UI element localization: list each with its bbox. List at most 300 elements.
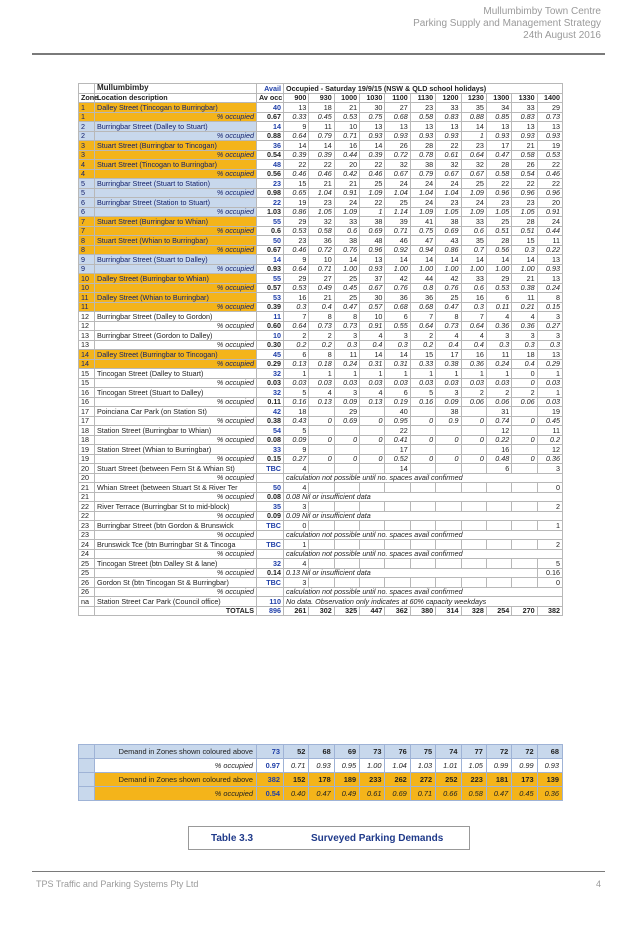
value-cell: 0.45	[537, 416, 562, 426]
value-cell: 22	[360, 198, 385, 208]
value-cell	[385, 483, 410, 493]
value-cell: 0.13	[309, 397, 334, 407]
summary-cell: 223	[461, 773, 486, 787]
summary-row	[79, 745, 563, 759]
value-cell: 3	[334, 388, 359, 398]
summary-cell: 0.45	[512, 787, 537, 801]
location-cell: Dalley Street (Whian to Burringbar)	[95, 293, 257, 303]
summary-lead	[79, 787, 95, 801]
value-cell	[334, 464, 359, 474]
value-cell: 0.4	[461, 340, 486, 350]
value-cell: 0.3	[334, 340, 359, 350]
value-cell: 28	[486, 236, 511, 246]
value-cell: 0.52	[385, 454, 410, 464]
value-cell: 0.93	[537, 264, 562, 274]
zone-cell: 6	[79, 198, 95, 208]
value-cell: 1.00	[334, 264, 359, 274]
value-cell: 0.75	[410, 226, 435, 236]
value-cell: 32	[309, 217, 334, 227]
pct-label: % occupied	[95, 359, 257, 369]
value-cell	[334, 559, 359, 569]
value-cell: 0	[334, 454, 359, 464]
zone-cell: 15	[79, 378, 95, 388]
avail-cell: 50	[257, 236, 284, 246]
table-row	[79, 198, 563, 208]
summary-occ: 0.54	[257, 787, 284, 801]
value-cell	[410, 559, 435, 569]
value-cell: 0.13	[284, 359, 309, 369]
summary-row	[79, 759, 563, 773]
value-cell: 25	[385, 198, 410, 208]
value-cell: 0.31	[360, 359, 385, 369]
totals-row	[79, 606, 563, 616]
value-cell: 1.05	[436, 207, 461, 217]
summary-cell: 1.03	[410, 759, 435, 773]
summary-cell: 1.05	[461, 759, 486, 773]
value-cell: 0.93	[537, 131, 562, 141]
value-cell: 0.06	[461, 397, 486, 407]
value-cell	[436, 521, 461, 531]
value-cell	[486, 559, 511, 569]
summary-cell: 72	[512, 745, 537, 759]
value-cell: 0.06	[512, 397, 537, 407]
value-cell: 0.55	[385, 321, 410, 331]
value-cell: 24	[537, 217, 562, 227]
pct-label: % occupied	[95, 264, 257, 274]
value-cell: 13	[436, 122, 461, 132]
value-cell	[512, 464, 537, 474]
summary-cell: 75	[410, 745, 435, 759]
pct-row	[79, 321, 563, 331]
pct-row	[79, 492, 563, 502]
value-cell: 0.36	[537, 454, 562, 464]
value-cell: 29	[537, 103, 562, 113]
location-cell: Brunswick Tce (btn Burringbar St & Tincoga	[95, 540, 257, 550]
time-header: 1100	[385, 93, 410, 103]
table-row	[79, 388, 563, 398]
value-cell: 0.74	[486, 416, 511, 426]
value-cell: 0.75	[360, 112, 385, 122]
value-cell: 0	[309, 435, 334, 445]
value-cell	[486, 483, 511, 493]
value-cell: 0.44	[537, 226, 562, 236]
zone-cell: 4	[79, 160, 95, 170]
summary-occ: 73	[257, 745, 284, 759]
totals-cell: 254	[486, 606, 511, 616]
value-cell: 6	[486, 293, 511, 303]
summary-cell: 76	[385, 745, 410, 759]
value-cell	[410, 426, 435, 436]
value-cell: 13	[360, 122, 385, 132]
value-cell: 0.53	[537, 150, 562, 160]
value-cell	[512, 521, 537, 531]
value-cell: 41	[410, 217, 435, 227]
pct-label: % occupied	[95, 188, 257, 198]
avg-occ-cell: 0.60	[257, 321, 284, 331]
avg-occ-cell: 0.03	[257, 378, 284, 388]
value-cell: 15	[512, 236, 537, 246]
summary-cell: 0.99	[486, 759, 511, 773]
summary-cell: 52	[284, 745, 309, 759]
pct-row	[79, 530, 563, 540]
summary-lead	[79, 759, 95, 773]
value-cell: 0.96	[512, 188, 537, 198]
value-cell: 0.22	[537, 245, 562, 255]
pct-label: % occupied	[95, 568, 257, 578]
value-cell: 13	[537, 274, 562, 284]
value-cell: 14	[436, 255, 461, 265]
value-cell: 0.47	[436, 302, 461, 312]
value-cell: 0.8	[410, 283, 435, 293]
zone-cell: 25	[79, 568, 95, 578]
table-row	[79, 122, 563, 132]
value-cell: 0.7	[461, 245, 486, 255]
value-cell: 0.93	[486, 131, 511, 141]
avg-occ-cell: 0.93	[257, 264, 284, 274]
value-cell	[512, 407, 537, 417]
value-cell: 0	[309, 416, 334, 426]
value-cell	[436, 540, 461, 550]
table-row	[79, 274, 563, 284]
value-cell: 43	[436, 236, 461, 246]
report-header	[413, 6, 601, 42]
value-cell: 0.72	[309, 245, 334, 255]
table-row	[79, 179, 563, 189]
value-cell: 0.46	[284, 169, 309, 179]
value-cell: 0.39	[284, 150, 309, 160]
value-cell: 32	[461, 160, 486, 170]
pct-label: % occupied	[95, 473, 257, 483]
value-cell: 21	[309, 293, 334, 303]
value-cell: 4	[360, 331, 385, 341]
value-cell: 0.03	[461, 378, 486, 388]
value-cell: 0.95	[385, 416, 410, 426]
value-cell: 20	[334, 160, 359, 170]
value-cell: 25	[360, 179, 385, 189]
value-cell: 0.24	[334, 359, 359, 369]
totals-cell: 447	[360, 606, 385, 616]
pct-row	[79, 302, 563, 312]
value-cell: 1.05	[486, 207, 511, 217]
value-cell: 0.76	[436, 283, 461, 293]
value-cell	[486, 521, 511, 531]
summary-cell: 0.99	[512, 759, 537, 773]
value-cell	[309, 445, 334, 455]
value-cell: 0.91	[334, 188, 359, 198]
zone-cell: 23	[79, 521, 95, 531]
value-cell	[385, 502, 410, 512]
value-cell: 0.03	[537, 397, 562, 407]
summary-cell: 0.93	[537, 759, 562, 773]
value-cell	[436, 483, 461, 493]
table-row	[79, 331, 563, 341]
pct-row	[79, 359, 563, 369]
value-cell: 3	[512, 331, 537, 341]
value-cell: 1	[537, 521, 562, 531]
zone-cell: na	[79, 597, 95, 607]
value-cell	[461, 483, 486, 493]
zone-cell: 2	[79, 131, 95, 141]
value-cell: 0.45	[334, 283, 359, 293]
avg-occ-cell: 0.09	[257, 511, 284, 521]
value-cell: 5	[537, 559, 562, 569]
avail-cell: 42	[257, 407, 284, 417]
value-cell: 24	[461, 198, 486, 208]
summary-cell: 0.58	[461, 787, 486, 801]
value-cell	[461, 407, 486, 417]
summary-cell: 262	[385, 773, 410, 787]
value-cell: 24	[410, 179, 435, 189]
summary-row	[79, 773, 563, 787]
time-header: 1400	[537, 93, 562, 103]
value-cell: 33	[436, 103, 461, 113]
avail-cell: 33	[257, 445, 284, 455]
location-cell: Tincogan Street (btn Dalley St & lane)	[95, 559, 257, 569]
zone-cell: 22	[79, 511, 95, 521]
totals-cell: 380	[410, 606, 435, 616]
table-row	[79, 350, 563, 360]
value-cell: 0.15	[537, 302, 562, 312]
table-row	[79, 445, 563, 455]
value-cell	[512, 540, 537, 550]
value-cell: 0.69	[334, 416, 359, 426]
location-header: Location description	[95, 93, 257, 103]
value-cell: 0.09	[284, 435, 309, 445]
summary-cell: 0.49	[334, 787, 359, 801]
value-cell	[360, 426, 385, 436]
value-cell: 0.36	[512, 321, 537, 331]
avail-cell: 22	[257, 198, 284, 208]
value-cell: 0	[512, 378, 537, 388]
avail-cell: 14	[257, 255, 284, 265]
zone-cell: 20	[79, 464, 95, 474]
location-cell: Tincogan Street (Dalley to Stuart)	[95, 369, 257, 379]
pct-label: % occupied	[95, 340, 257, 350]
value-cell: 1	[537, 369, 562, 379]
value-cell: 0.91	[537, 207, 562, 217]
avg-occ-cell: 0.30	[257, 340, 284, 350]
table-row	[79, 369, 563, 379]
zone-cell: 26	[79, 587, 95, 597]
summary-occ: 382	[257, 773, 284, 787]
value-cell: 14	[284, 141, 309, 151]
value-cell: 22	[385, 426, 410, 436]
avg-occ-cell: 0.67	[257, 245, 284, 255]
value-cell: 3	[284, 502, 309, 512]
value-cell: 0.58	[512, 150, 537, 160]
value-cell: 16	[461, 350, 486, 360]
avg-occ-cell: 1.03	[257, 207, 284, 217]
value-cell: 0.03	[284, 378, 309, 388]
pct-row	[79, 264, 563, 274]
value-cell: 0.33	[410, 359, 435, 369]
summary-cell: 0.36	[537, 787, 562, 801]
value-cell: 0.67	[360, 283, 385, 293]
value-cell: 0.91	[360, 321, 385, 331]
pct-label: % occupied	[95, 131, 257, 141]
value-cell	[360, 407, 385, 417]
value-cell	[486, 578, 511, 588]
zone-cell: 24	[79, 540, 95, 550]
occupied-title: Occupied - Saturday 19/9/15 (NSW & QLD school holidays)	[284, 84, 563, 94]
value-cell: 1.09	[334, 207, 359, 217]
location-cell: Dalley Street (Tincogan to Burringbar)	[95, 103, 257, 113]
value-cell: 0.3	[284, 302, 309, 312]
value-cell: 16	[334, 141, 359, 151]
value-cell: 0.68	[410, 302, 435, 312]
avg-occ-cell	[257, 549, 284, 559]
value-cell: 0	[410, 416, 435, 426]
totals-cell: 261	[284, 606, 309, 616]
value-cell	[512, 578, 537, 588]
value-cell: 4	[284, 464, 309, 474]
value-cell: 17	[436, 350, 461, 360]
value-cell: 0.64	[461, 321, 486, 331]
zone-cell: 14	[79, 359, 95, 369]
location-cell: Tincogan Street (Stuart to Dalley)	[95, 388, 257, 398]
table-caption	[188, 826, 470, 850]
zone-cell: 16	[79, 388, 95, 398]
value-cell: 40	[385, 407, 410, 417]
summary-cell: 0.66	[436, 787, 461, 801]
table-row	[79, 293, 563, 303]
value-cell: 21	[512, 274, 537, 284]
value-cell: 0.38	[436, 359, 461, 369]
zone-cell: 8	[79, 245, 95, 255]
value-cell: 1.00	[461, 264, 486, 274]
pct-row	[79, 473, 563, 483]
value-cell: 5	[284, 426, 309, 436]
value-cell: 4	[309, 388, 334, 398]
value-cell: 3	[537, 331, 562, 341]
value-cell: 27	[385, 103, 410, 113]
value-cell: 0	[334, 435, 359, 445]
summary-cell: 152	[284, 773, 309, 787]
value-cell: 0.09	[436, 397, 461, 407]
value-cell: 1	[385, 369, 410, 379]
value-cell: 1	[360, 369, 385, 379]
pct-row	[79, 188, 563, 198]
value-cell	[461, 521, 486, 531]
avail-cell: 14	[257, 122, 284, 132]
value-cell: 0.53	[486, 283, 511, 293]
value-cell: 4	[436, 331, 461, 341]
value-cell: 24	[410, 198, 435, 208]
avg-occ-cell: 0.14	[257, 568, 284, 578]
pct-label: % occupied	[95, 283, 257, 293]
value-cell: 11	[537, 426, 562, 436]
value-cell	[410, 483, 435, 493]
pct-row	[79, 340, 563, 350]
value-cell: 1.00	[385, 264, 410, 274]
value-cell	[360, 483, 385, 493]
value-cell	[360, 464, 385, 474]
value-cell: 0.76	[385, 283, 410, 293]
value-cell: 0.68	[385, 302, 410, 312]
avg-occ-cell: 110	[257, 597, 284, 607]
location-cell: Burringbar Street (Stuart to Dalley)	[95, 255, 257, 265]
value-cell: 25	[436, 293, 461, 303]
avg-occ-cell: 0.56	[257, 169, 284, 179]
zone-cell: 17	[79, 416, 95, 426]
value-cell: 30	[360, 103, 385, 113]
summary-cell: 0.95	[334, 759, 359, 773]
value-cell: 2	[410, 331, 435, 341]
value-cell: 13	[410, 122, 435, 132]
zone-cell: 7	[79, 226, 95, 236]
value-cell	[410, 540, 435, 550]
value-cell: 28	[486, 160, 511, 170]
avail-cell: TBC	[257, 464, 284, 474]
value-cell: 0.03	[334, 378, 359, 388]
value-cell: 0	[410, 454, 435, 464]
table-header-row-1	[79, 84, 563, 94]
value-cell: 1	[461, 131, 486, 141]
table-row	[79, 540, 563, 550]
avg-occ-cell: 0.11	[257, 397, 284, 407]
value-cell: 0.96	[486, 188, 511, 198]
value-cell: 24	[436, 179, 461, 189]
avail-cell: 11	[257, 312, 284, 322]
value-cell: 38	[436, 217, 461, 227]
value-cell: 3	[537, 464, 562, 474]
location-cell: Stuart Street (between Fern St & Whian St)	[95, 464, 257, 474]
zone-cell: 12	[79, 321, 95, 331]
summary-occ: 0.97	[257, 759, 284, 773]
pct-label: % occupied	[95, 245, 257, 255]
header-subtitle: Parking Supply and Management Strategy	[413, 18, 601, 29]
value-cell	[334, 521, 359, 531]
pct-row	[79, 511, 563, 521]
value-cell: 0.53	[334, 112, 359, 122]
value-cell: 0.85	[486, 112, 511, 122]
avail-cell: TBC	[257, 521, 284, 531]
value-cell	[334, 483, 359, 493]
value-cell: 0.03	[410, 378, 435, 388]
page-number: 4	[595, 879, 601, 889]
value-cell: 0.72	[385, 150, 410, 160]
summary-cell: 139	[537, 773, 562, 787]
value-cell	[360, 559, 385, 569]
value-cell: 0.16	[284, 397, 309, 407]
zone-cell: 2	[79, 122, 95, 132]
value-cell: 21	[309, 179, 334, 189]
value-cell: 25	[461, 179, 486, 189]
pct-row	[79, 283, 563, 293]
summary-cell: 0.40	[284, 787, 309, 801]
avg-occ-cell	[257, 473, 284, 483]
value-cell: 13	[512, 122, 537, 132]
pct-label: % occupied	[95, 511, 257, 521]
value-cell: 0	[360, 416, 385, 426]
zone-cell: 7	[79, 217, 95, 227]
value-cell: 7	[410, 312, 435, 322]
avail-cell: 55	[257, 217, 284, 227]
value-cell: 9	[284, 122, 309, 132]
value-cell: 1	[284, 540, 309, 550]
value-cell: 46	[385, 236, 410, 246]
value-cell: 13	[486, 122, 511, 132]
value-cell: 6	[486, 464, 511, 474]
totals-cell: 302	[309, 606, 334, 616]
zone-header: Zone	[79, 93, 95, 103]
summary-cell: 69	[334, 745, 359, 759]
header-date: 24th August 2016	[523, 30, 601, 41]
value-cell: 36	[309, 236, 334, 246]
table-row	[79, 426, 563, 436]
value-cell: 0	[360, 435, 385, 445]
caption-title: Surveyed Parking Demands	[311, 832, 444, 844]
